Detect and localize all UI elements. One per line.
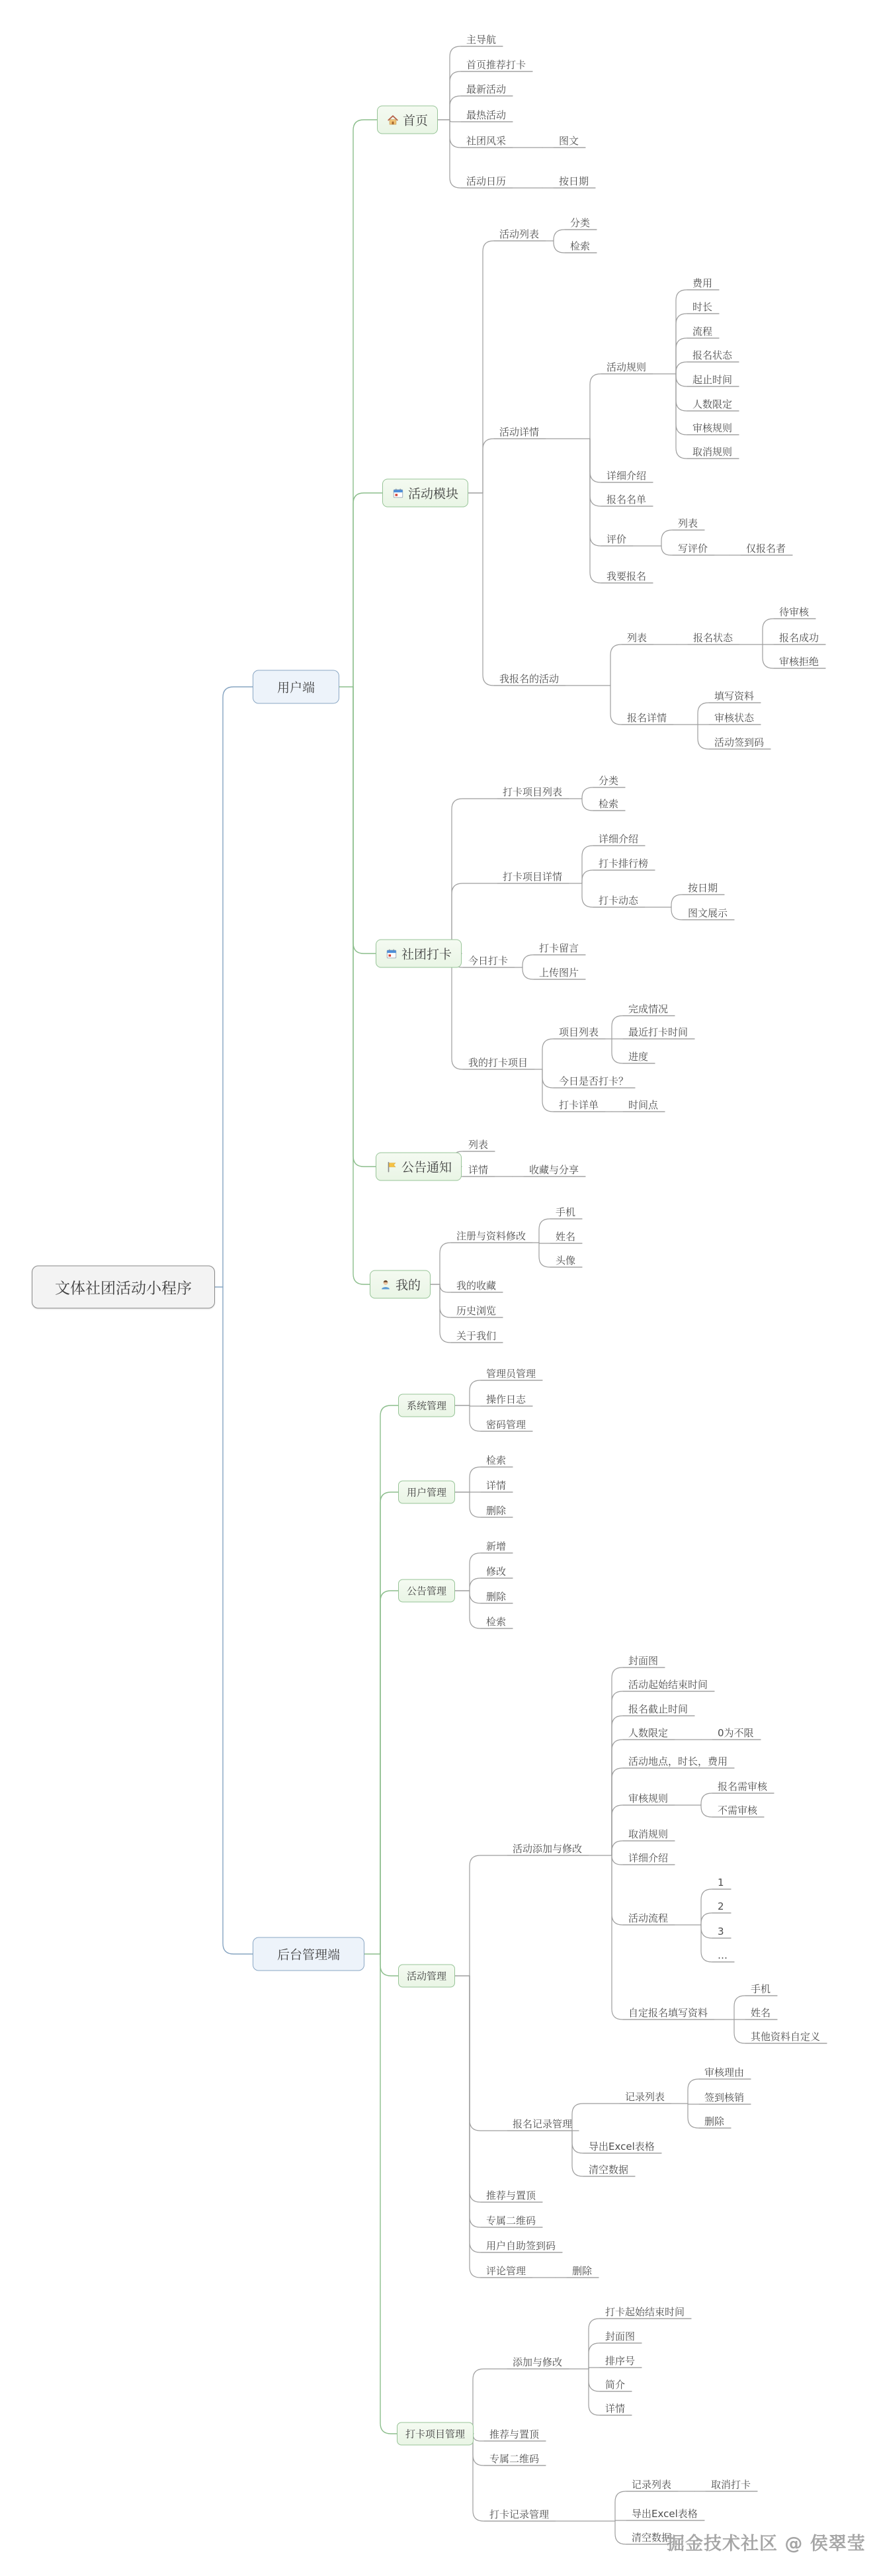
mindmap-node[interactable] (589, 2140, 655, 2153)
mindmap-node[interactable] (486, 1590, 506, 1603)
mindmap-node-label: 系统管理 (407, 1399, 447, 1412)
flag-icon (386, 1161, 397, 1173)
mindmap-node[interactable] (539, 942, 579, 955)
mindmap-node[interactable] (489, 2508, 549, 2521)
mindmap-node[interactable] (628, 1050, 648, 1063)
mindmap-node-label: 起止时间 (692, 374, 733, 386)
mindmap-node[interactable] (499, 228, 539, 241)
watermark: 掘金技术社区 @ 侯翠莹 (667, 2534, 866, 2554)
mindmap-node[interactable] (605, 2378, 625, 2391)
mindmap-node-label: 打卡留言 (539, 942, 579, 954)
mindmap-node-label: 签到核销 (704, 2092, 745, 2104)
mindmap-node-label: 专属二维码 (486, 2215, 536, 2227)
mindmap-node-label: 2 (718, 1900, 724, 1912)
mindmap-node[interactable] (692, 373, 732, 386)
mindmap-node[interactable] (499, 672, 559, 686)
mindmap-node[interactable] (606, 533, 626, 546)
mindmap-node[interactable] (486, 1540, 506, 1553)
mindmap-node[interactable] (693, 631, 733, 644)
mindmap-node[interactable] (605, 2305, 685, 2319)
mindmap-node-label: 最新活动 (466, 83, 507, 95)
mindmap-node-label: 按日期 (559, 175, 589, 187)
mindmap-node-label: 按日期 (688, 882, 718, 894)
mindmap-node-label: 图文展示 (688, 907, 728, 919)
mindmap-node-label: 简介 (605, 2379, 626, 2391)
mindmap-node-label: 流程 (692, 326, 713, 337)
mindmap-node[interactable] (627, 631, 647, 644)
mindmap-node-label: 详情 (605, 2403, 626, 2415)
mindmap-node-label: 我报名的活动 (499, 673, 560, 685)
mindmap-node-label: 关于我们 (456, 1330, 497, 1342)
mindmap-node-label: 我的 (396, 1278, 421, 1293)
mindmap-node-label: 封面图 (628, 1655, 659, 1667)
mindmap-node-label: 收藏与分享 (529, 1164, 579, 1176)
mindmap-node[interactable] (688, 881, 718, 895)
mindmap-node[interactable] (468, 1163, 488, 1177)
mindmap-node-label: 3 (718, 1926, 724, 1937)
mindmap-node[interactable] (556, 1254, 575, 1267)
mindmap-node-label: 报名截止时间 (628, 1703, 689, 1715)
mindmap-node-label: 活动地点，时长，费用 (628, 1755, 728, 1767)
mindmap-node-label: 专属二维码 (489, 2453, 540, 2465)
mindmap-node[interactable] (559, 134, 579, 148)
mindmap-node[interactable] (466, 83, 506, 96)
mindmap-node[interactable] (513, 1842, 582, 1855)
mindmap-node[interactable] (570, 240, 590, 253)
mindmap-node[interactable] (499, 425, 539, 439)
mindmap-node[interactable] (628, 1851, 668, 1865)
mindmap-node-label: 打卡动态 (599, 895, 639, 907)
branch-topic[interactable] (398, 1394, 455, 1417)
mindmap-node[interactable] (468, 1138, 488, 1151)
mindmap-node[interactable] (704, 2091, 744, 2104)
mindmap-node-label: 用户自助签到码 (486, 2240, 556, 2252)
mindmap-node[interactable] (714, 689, 754, 703)
mindmap-node-label: 删除 (486, 1505, 507, 1517)
mindmap-node-label: 不需审核 (718, 1804, 758, 1816)
mindmap-node-label: 活动模块 (408, 486, 459, 502)
branch-topic[interactable] (370, 1270, 431, 1299)
mindmap-node-label: 后台管理端 (277, 1947, 341, 1963)
mindmap-node-label: 导出Excel表格 (632, 2508, 698, 2520)
mindmap-node[interactable] (489, 2428, 539, 2441)
mindmap-node-label: 报名需审核 (718, 1781, 768, 1793)
mindmap-node-label: 记录列表 (632, 2479, 672, 2491)
mindmap-node[interactable] (486, 1565, 506, 1578)
mindmap-node[interactable] (559, 175, 589, 188)
mindmap-node-label: 列表 (627, 632, 647, 644)
mindmap-node-label: 活动列表 (499, 228, 540, 240)
mindmap-node-label: 时间点 (628, 1099, 659, 1111)
mindmap-node[interactable] (599, 857, 648, 870)
mindmap-node[interactable] (628, 1912, 668, 1925)
mindmap-node[interactable] (718, 1925, 724, 1938)
mindmap-node[interactable] (556, 1230, 575, 1243)
mindmap-node-label: 详情 (486, 1480, 507, 1491)
mindmap-node[interactable] (711, 2478, 751, 2491)
mindmap-node[interactable] (692, 422, 732, 435)
mindmap-node[interactable] (605, 2354, 635, 2368)
mindmap-node[interactable] (486, 1504, 506, 1517)
mindmap-node[interactable] (599, 894, 638, 907)
mindmap-node-label: 填写资料 (714, 690, 755, 702)
mindmap-node-label: 历史浏览 (456, 1305, 497, 1317)
mindmap-node-label: 审核规则 (628, 1793, 669, 1804)
mindmap-node[interactable] (605, 2330, 635, 2343)
mindmap-node[interactable] (678, 517, 698, 530)
mindmap-node[interactable] (466, 33, 496, 46)
mindmap-node[interactable] (486, 1454, 506, 1467)
mindmap-node-label: 审核理由 (704, 2066, 745, 2078)
mindmap-node[interactable] (632, 2507, 698, 2520)
mindmap-node-label: 活动规则 (606, 361, 647, 373)
mindmap-node-label: 密码管理 (486, 1419, 526, 1431)
house-icon (387, 114, 399, 126)
mindmap-node-label: 费用 (692, 277, 713, 289)
mindmap-node-label: 记录列表 (625, 2091, 665, 2103)
mindmap-node[interactable] (628, 1755, 728, 1768)
mindmap-node-label: 头像 (556, 1255, 576, 1266)
mindmap-node-label: 审核状态 (714, 712, 755, 724)
mindmap-node-label: 打卡项目管理 (405, 2428, 466, 2440)
mindmap-node[interactable] (751, 2006, 771, 2020)
mindmap-node[interactable] (456, 1304, 496, 1317)
mindmap-node[interactable] (466, 58, 526, 71)
mindmap-node-label: 我要报名 (606, 570, 647, 582)
mindmap-node[interactable] (628, 1726, 668, 1740)
mindmap-node[interactable] (559, 1026, 599, 1039)
mindmap-node[interactable] (628, 1098, 658, 1112)
mindmap-node-label: 主导航 (466, 34, 497, 46)
mindmap-node-label: 自定报名填写资料 (628, 2007, 708, 2019)
mindmap-node[interactable] (628, 1828, 668, 1841)
mindmap-node-label: 操作日志 (486, 1394, 526, 1405)
mindmap-node[interactable] (718, 1726, 754, 1740)
mindmap-node-label: 详情 (468, 1164, 489, 1176)
mindmap-node-label: 社团打卡 (401, 947, 452, 962)
mindmap-node-label: 0为不限 (718, 1727, 754, 1739)
mindmap-node[interactable] (714, 711, 754, 725)
mindmap-node-label: 活动流程 (628, 1912, 669, 1924)
mindmap-node[interactable] (718, 1780, 767, 1793)
mindmap-node[interactable] (628, 1654, 658, 1667)
mindmap-node-label: 管理员管理 (486, 1368, 536, 1380)
mindmap-node-label: 清空数据 (632, 2532, 672, 2544)
mindmap-node[interactable] (486, 2214, 536, 2227)
mindmap-node[interactable] (513, 2356, 562, 2369)
mindmap-node-label: 打卡项目详情 (503, 871, 563, 883)
mindmap-node-label: 报名成功 (779, 632, 819, 644)
mindmap-node-label: 删除 (704, 2115, 725, 2127)
mindmap-node-label: 审核拒绝 (779, 656, 819, 668)
mindmap-node[interactable] (628, 1002, 668, 1016)
mindmap-node-label: 手机 (556, 1206, 576, 1218)
mindmap-node-label: 打卡记录管理 (489, 2509, 550, 2520)
mindmap-node[interactable] (692, 445, 732, 459)
mindmap-node[interactable] (628, 1026, 688, 1039)
mindmap-node-label: 评论管理 (486, 2265, 526, 2277)
mindmap-node[interactable] (513, 2117, 572, 2131)
mindmap-node[interactable] (570, 216, 590, 230)
mindmap-node-label: … (718, 1949, 728, 1961)
mindmap-node-label: 写评价 (678, 543, 708, 555)
mindmap-node[interactable] (606, 361, 646, 374)
mindmap-node[interactable] (714, 736, 764, 749)
mindmap-node-label: 时长 (692, 301, 713, 313)
mindmap-node-label: 公告管理 (407, 1585, 447, 1597)
mindmap-node-label: 检索 (570, 240, 591, 252)
mindmap-node[interactable] (704, 2066, 744, 2079)
mindmap-node-label: 打卡项目列表 (503, 786, 563, 798)
mindmap-node[interactable] (606, 469, 646, 482)
mindmap-node[interactable] (572, 2264, 592, 2278)
mindmap-node-label: 打卡起始结束时间 (605, 2306, 685, 2318)
side-topic[interactable] (253, 670, 339, 704)
mindmap-node[interactable] (692, 325, 712, 338)
mindmap-node-label: 注册与资料修改 (456, 1230, 526, 1242)
mindmap-node[interactable] (489, 2452, 539, 2465)
mindmap-node[interactable] (599, 832, 638, 846)
mindmap-node-label: 我的收藏 (456, 1280, 497, 1292)
branch-topic[interactable] (398, 1965, 455, 1988)
mindmap-node-label: 进度 (628, 1051, 649, 1063)
mindmap-node[interactable] (468, 1056, 528, 1069)
person-icon (380, 1278, 392, 1290)
mindmap-node[interactable] (486, 2264, 526, 2278)
mindmap-node[interactable] (486, 1393, 526, 1406)
branch-topic[interactable] (398, 1481, 455, 1504)
mindmap-node-label: 我的打卡项目 (468, 1057, 528, 1069)
branch-topic[interactable] (382, 479, 468, 508)
mindmap-node-label: 评价 (606, 533, 627, 545)
mindmap-node[interactable] (779, 655, 819, 668)
mindmap-node[interactable] (529, 1163, 579, 1177)
mindmap-node-label: 检索 (599, 798, 619, 810)
mindmap-node-label: 公告通知 (401, 1160, 452, 1175)
mindmap-node-label: 审核规则 (692, 422, 733, 434)
mindmap-node-label: 打卡排行榜 (599, 858, 649, 869)
mindmap-node[interactable] (632, 2531, 671, 2544)
mindmap-node[interactable] (628, 1792, 668, 1805)
mindmap-node-label: 分类 (570, 217, 591, 229)
mindmap-node[interactable] (718, 1949, 728, 1962)
mindmap-node[interactable] (468, 954, 508, 967)
mindmap-node[interactable] (466, 134, 506, 148)
mindmap-node[interactable] (486, 1615, 506, 1628)
mindmap-node-label: 详细介绍 (606, 470, 647, 482)
mindmap-node[interactable] (751, 2030, 820, 2043)
mindmap-node[interactable] (556, 1206, 575, 1219)
mindmap-node[interactable] (606, 493, 646, 506)
mindmap-node[interactable] (704, 2115, 724, 2128)
mindmap-node[interactable] (718, 1876, 724, 1889)
mindmap-node[interactable] (466, 109, 506, 122)
mindmap-node-label: 今日打卡 (468, 955, 509, 967)
mindmap-node[interactable] (456, 1279, 496, 1292)
mindmap-node[interactable] (692, 300, 712, 314)
mindmap-node[interactable] (606, 570, 646, 583)
mindmap-node-label: 人数限定 (628, 1727, 669, 1739)
mindmap-node-label: 详细介绍 (628, 1852, 669, 1864)
mindmap-node[interactable] (486, 2239, 556, 2252)
mindmap-node[interactable] (486, 1418, 526, 1431)
mindmap-node-label: 活动日历 (466, 175, 507, 187)
mindmap-node[interactable] (692, 349, 732, 362)
mindmap-node-label: 报名记录管理 (513, 2118, 573, 2130)
mindmap-node-label: 用户端 (277, 680, 315, 695)
mindmap-node[interactable] (503, 870, 562, 883)
mindmap-node-label: 活动详情 (499, 426, 540, 438)
mindmap-node-label: 其他资料自定义 (751, 2031, 821, 2043)
mindmap-node-label: 图文 (559, 135, 579, 147)
mindmap-node-label: 取消规则 (628, 1828, 669, 1840)
mindmap-node[interactable] (599, 797, 618, 811)
mindmap-node[interactable] (486, 1367, 536, 1380)
mindmap-node[interactable] (456, 1329, 496, 1343)
mindmap-node[interactable] (718, 1900, 724, 1913)
branch-topic[interactable] (397, 2422, 474, 2446)
mindmap-node-label: 删除 (486, 1591, 507, 1603)
calendar-icon (392, 487, 404, 499)
mindmap-node-label: 文体社团活动小程序 (55, 1280, 192, 1298)
mindmap-node[interactable] (746, 542, 786, 555)
branch-topic[interactable] (398, 1579, 455, 1603)
mindmap-node[interactable] (718, 1804, 757, 1817)
mindmap-node[interactable] (539, 966, 579, 979)
mindmap-node-label: 报名名单 (606, 494, 647, 506)
mindmap-node-label: 导出Excel表格 (589, 2141, 655, 2153)
mindmap-node-label: 上传图片 (539, 967, 579, 979)
mindmap-node-label: 首页推荐打卡 (466, 59, 526, 71)
mindmap-node-label: 添加与修改 (513, 2356, 563, 2368)
mindmap-node[interactable] (692, 277, 712, 290)
root-topic[interactable] (32, 1266, 215, 1309)
mindmap-node[interactable] (466, 175, 506, 188)
mindmap-node-label: 检索 (486, 1454, 507, 1466)
mindmap-node-label: 列表 (678, 517, 698, 529)
mindmap-node-label: 列表 (468, 1139, 489, 1151)
mindmap-node-label: 社团风采 (466, 135, 507, 147)
mindmap-node[interactable] (503, 785, 562, 799)
side-topic[interactable] (253, 1937, 364, 1971)
mindmap-node-label: 详细介绍 (599, 833, 639, 845)
mindmap-node[interactable] (628, 1703, 688, 1716)
mindmap-node[interactable] (627, 711, 667, 725)
mindmap-node-label: 用户管理 (407, 1486, 447, 1499)
mindmap-node-label: 排序号 (605, 2355, 636, 2367)
mindmap-node-label: 首页 (403, 113, 429, 128)
mindmap-node-label: 手机 (751, 1983, 771, 1995)
mindmap-node-label: 活动管理 (407, 1970, 447, 1982)
calendar-icon (386, 948, 397, 959)
mindmap-node-label: 最热活动 (466, 109, 507, 121)
mindmap-node-label: 完成情况 (628, 1003, 669, 1015)
mindmap-node[interactable] (599, 774, 618, 787)
mindmap-node[interactable] (605, 2402, 625, 2415)
mindmap-node-label: 取消打卡 (711, 2479, 751, 2491)
mindmap-node[interactable] (486, 1479, 506, 1492)
mindmap-node[interactable] (486, 2189, 536, 2202)
mindmap-node-label: 清空数据 (589, 2164, 629, 2176)
mindmap-node-label: 修改 (486, 1566, 507, 1577)
mindmap-node[interactable] (751, 1982, 771, 1996)
branch-topic[interactable] (377, 106, 438, 134)
mindmap-node-label: 今日是否打卡？ (559, 1075, 629, 1087)
mindmap-node[interactable] (678, 542, 708, 555)
mindmap-node-label: 姓名 (751, 2007, 771, 2019)
mindmap-node-label: 项目列表 (559, 1026, 599, 1038)
mindmap-node-label: 最近打卡时间 (628, 1026, 689, 1038)
mindmap-node[interactable] (589, 2163, 628, 2176)
mindmap-node[interactable] (625, 2090, 665, 2104)
mindmap-node[interactable] (628, 1678, 708, 1691)
mindmap-node[interactable] (688, 907, 728, 920)
mindmap-node-label: 检索 (486, 1616, 507, 1628)
mindmap-node-label: 1 (718, 1877, 724, 1888)
mindmap-node-label: 封面图 (605, 2331, 636, 2342)
branch-topic[interactable] (376, 1153, 462, 1181)
mindmap-node-label: 分类 (599, 775, 619, 787)
mindmap-node-label: 仅报名者 (746, 543, 786, 555)
mindmap-node-label: 新增 (486, 1540, 507, 1552)
mindmap-node-label: 删除 (572, 2265, 593, 2277)
mindmap-node[interactable] (779, 605, 809, 619)
mindmap-node-label: 推荐与置顶 (489, 2428, 540, 2440)
mindmap-node-label: 报名状态 (693, 632, 733, 644)
branch-topic[interactable] (376, 940, 462, 968)
mindmap-node-label: 取消规则 (692, 446, 733, 458)
mindmap-node-label: 报名详情 (627, 712, 667, 724)
mindmap-node-label: 报名状态 (692, 349, 733, 361)
mindmap-node-label: 打卡详单 (559, 1099, 599, 1111)
mindmap-node[interactable] (456, 1229, 526, 1243)
mindmap-node[interactable] (692, 398, 732, 411)
mindmap-node-label: 活动起始结束时间 (628, 1679, 708, 1691)
mindmap-node[interactable] (559, 1098, 599, 1112)
mindmap-node[interactable] (628, 2006, 708, 2020)
mindmap-node[interactable] (559, 1075, 628, 1088)
mindmap-node-label: 姓名 (556, 1231, 576, 1243)
mindmap-node[interactable] (779, 631, 819, 644)
mindmap-node-label: 活动添加与修改 (513, 1843, 583, 1855)
mindmap-node-label: 待审核 (779, 606, 810, 618)
mindmap-node-label: 人数限定 (692, 398, 733, 410)
mindmap-node[interactable] (632, 2478, 671, 2491)
mindmap-node-label: 推荐与置顶 (486, 2190, 536, 2201)
mindmap-node-label: 活动签到码 (714, 736, 765, 748)
